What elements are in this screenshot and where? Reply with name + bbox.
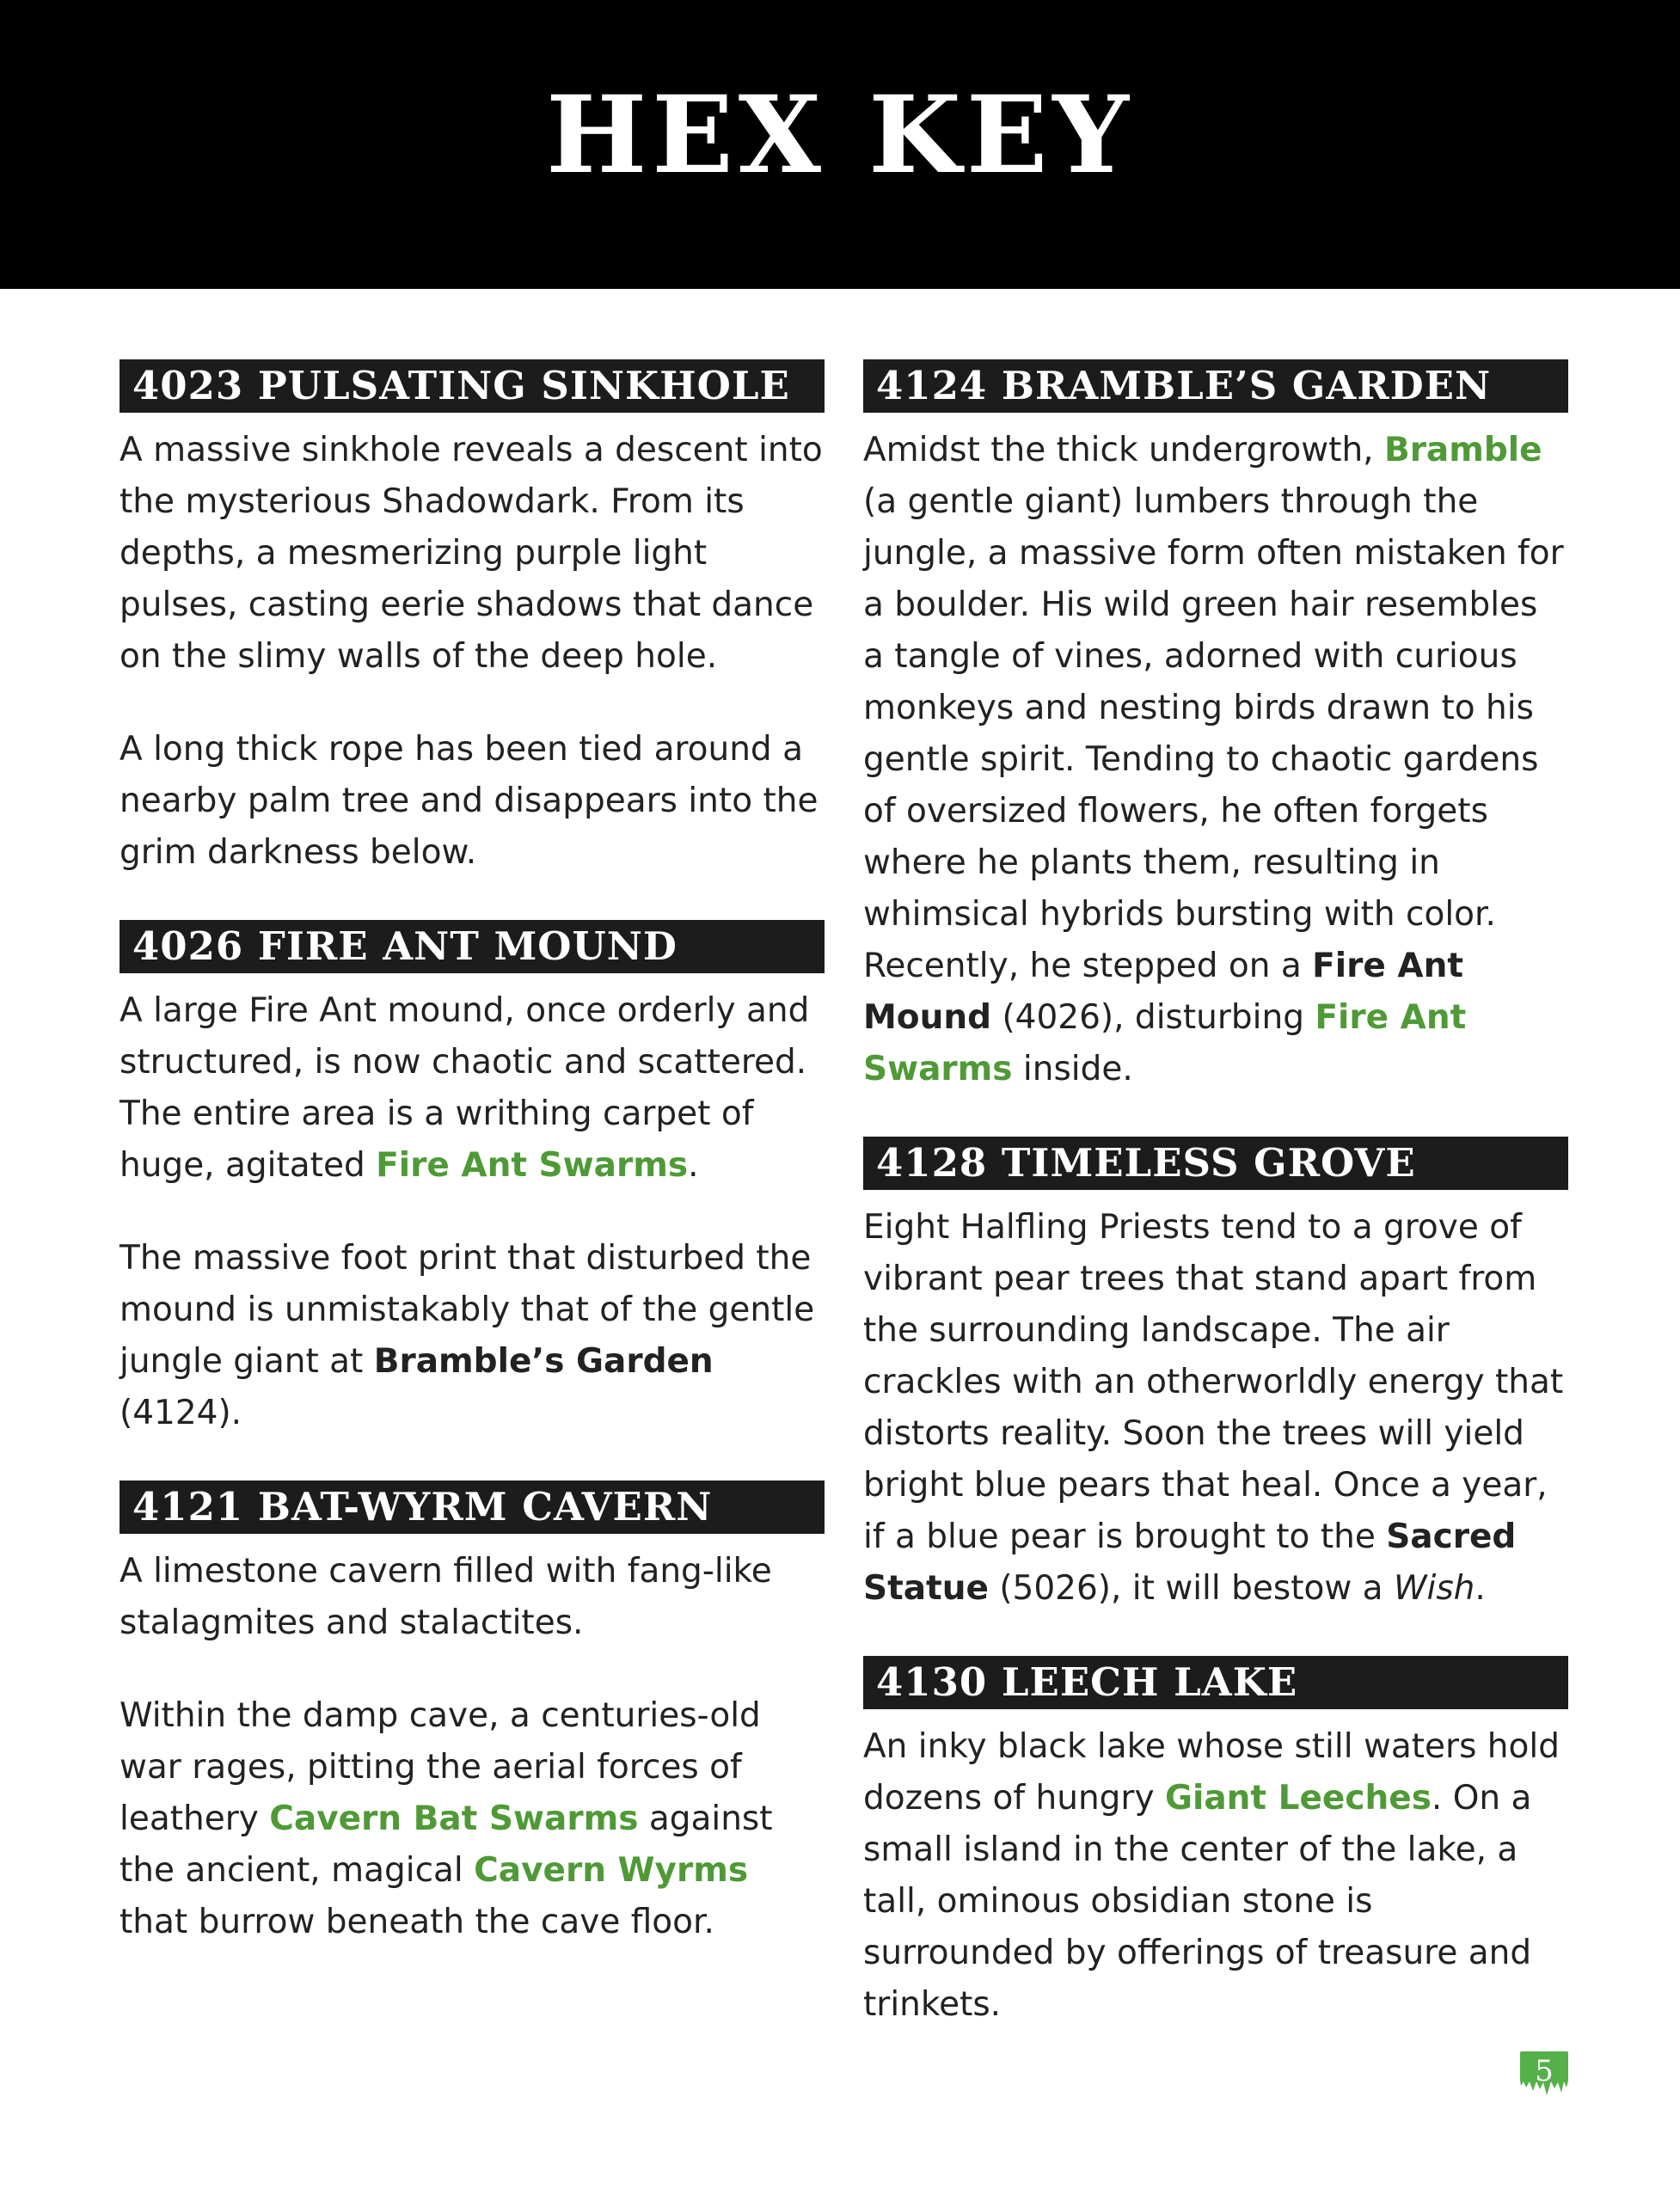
text-run: against the ancient, magical	[120, 1799, 773, 1890]
creature-link-fire-ant-swarms: Fire Ant Swarms	[376, 1146, 689, 1185]
creature-link-cavern-wyrms: Cavern Wyrms	[474, 1851, 749, 1890]
text-run: (4124).	[120, 1394, 242, 1432]
creature-link-bramble: Bramble	[1383, 431, 1542, 469]
entry-4026	[120, 920, 825, 1439]
entry-paragraph: A massive sinkhole reveals a descent into the mysterious Shadowdark. From its depths, a mesmerizing purple light pulses, casting eerie shadows that dance on the slimy walls of the deep hole.	[120, 431, 823, 676]
text-run: (5026), it will bestow a	[988, 1569, 1394, 1608]
text-run: inside.	[1012, 1050, 1133, 1088]
location-ref-brambles-garden: Bramble’s Garden	[373, 1342, 714, 1381]
entry-heading: 4128 TIMELESS GROVE	[863, 1137, 1568, 1190]
text-run: Within the damp cave, a centuries-old war rages, pitting the aerial forces of leathery	[120, 1696, 761, 1838]
entry-4124	[863, 359, 1568, 1095]
entry-paragraph	[863, 425, 1568, 1095]
entry-4023	[120, 359, 825, 879]
entry-heading: 4130 LEECH LAKE	[863, 1656, 1568, 1709]
text-run: (4026), disturbing	[991, 998, 1315, 1037]
entry-heading: 4023 PULSATING SINKHOLE	[120, 359, 825, 413]
text-run: Amidst the thick undergrowth,	[863, 431, 1384, 469]
spell-ref-wish: Wish	[1393, 1569, 1475, 1608]
text-run: that burrow beneath the cave floor.	[120, 1903, 714, 1941]
text-run: An inky black lake whose still waters hold dozens of hungry	[863, 1727, 1560, 1818]
creature-link-cavern-bat-swarms: Cavern Bat Swarms	[269, 1799, 639, 1838]
text-run: .	[688, 1146, 699, 1185]
text-run: (a gentle giant) lumbers through the jungle, a massive form often mistaken for a boulder. His wild green hair resembles a tangle of vines, adorned with curious monkeys and nesting birds drawn to his gentle spirit. Tending to chaotic gardens of oversized flowers, he often forgets where he plants them, resulting in whimsical hybrids bursting with color. Recently, he stepped on a	[863, 482, 1564, 985]
entry-paragraph	[863, 1721, 1568, 2031]
text-run: The massive foot print that disturbed the mound is unmistakably that of the gentle jungle giant at	[120, 1239, 815, 1381]
text-run: . On a small island in the center of the lake, a tall, ominous obsidian stone is surrounded by offerings of treasure and trinkets.	[863, 1779, 1532, 2024]
creature-link-fire-ant-swarms: Fire Ant Swarms	[863, 998, 1467, 1088]
page-number: 5	[1535, 2054, 1554, 2088]
entry-paragraph: A limestone cavern filled with fang-like stalagmites and stalactites.	[120, 1552, 772, 1642]
right-column	[863, 359, 1568, 2072]
left-column	[120, 359, 825, 1989]
entry-4130	[863, 1656, 1568, 2031]
text-run: .	[1475, 1569, 1486, 1608]
page-title: HEX KEY	[546, 73, 1134, 198]
entry-paragraph	[863, 1202, 1568, 1615]
text-run: A large Fire Ant mound, once orderly and structured, is now chaotic and scattered. The entire area is a writhing carpet of huge, agitated	[120, 991, 810, 1185]
entry-heading: 4121 BAT-WYRM CAVERN	[120, 1481, 825, 1534]
page-number-badge	[1518, 2050, 1570, 2096]
entry-4121	[120, 1481, 825, 1948]
location-ref-fire-ant-mound: Fire Ant Mound	[863, 947, 1464, 1037]
entry-heading: 4124 BRAMBLE’S GARDEN	[863, 359, 1568, 413]
text-run: Eight Halfling Priests tend to a grove of vibrant pear trees that stand apart from the surrounding landscape. The air crackles with an otherworldly energy that distorts reality. Soon the trees will yield bright blue pears that heal. Once a year, if a blue pear is brought to the	[863, 1208, 1564, 1556]
entry-paragraph	[120, 1690, 825, 1948]
entry-paragraph	[120, 985, 825, 1192]
entry-heading: 4026 FIRE ANT MOUND	[120, 920, 825, 973]
creature-link-giant-leeches: Giant Leeches	[1164, 1779, 1432, 1818]
entry-paragraph: A long thick rope has been tied around a nearby palm tree and disappears into the grim darkness below.	[120, 730, 819, 872]
location-ref-sacred-statue: Sacred Statue	[863, 1517, 1517, 1608]
entry-paragraph	[120, 1233, 825, 1439]
entry-4128	[863, 1137, 1568, 1615]
